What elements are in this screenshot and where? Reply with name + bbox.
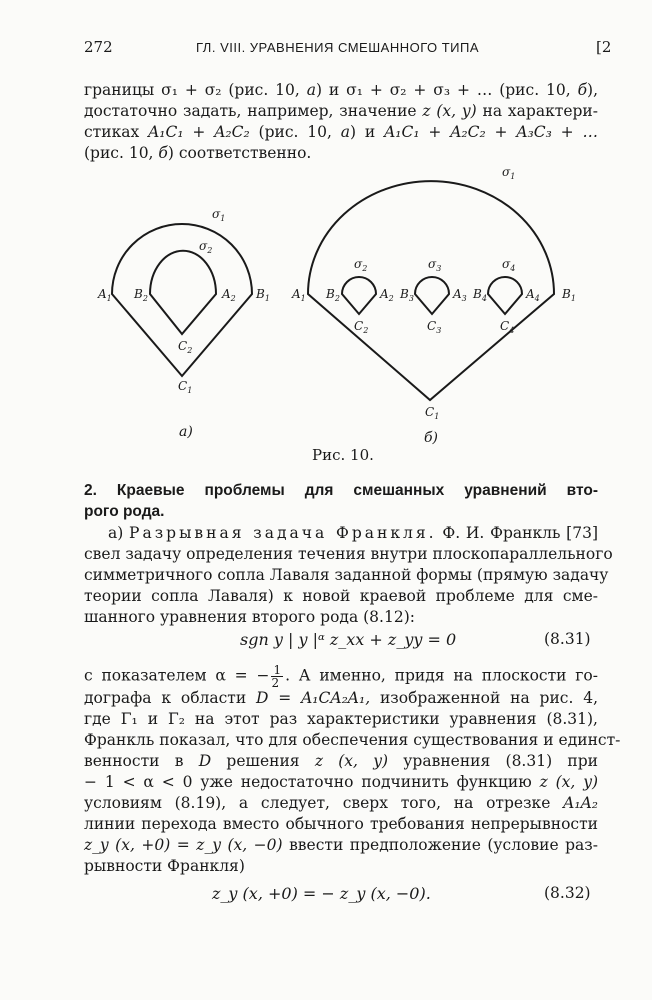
intro-line-4: (рис. 10, б) соответственно. bbox=[84, 144, 312, 162]
fig-b-label-A3: $A_3$ bbox=[453, 287, 467, 303]
fig-b-label-B2: $B_2$ bbox=[326, 287, 340, 303]
fig-a-label-C2: $C_2$ bbox=[178, 339, 193, 355]
section-mark: [2 bbox=[596, 38, 612, 56]
fig-b-label-B3: $B_3$ bbox=[400, 287, 414, 303]
fig-a-label-A1: $A_1$ bbox=[98, 287, 112, 303]
para2-line-7: условиям (8.19), а следует, сверх того, на отрезке A₁A₂ bbox=[84, 794, 598, 812]
fig-b-label-B1: $B_1$ bbox=[562, 287, 576, 303]
fig-a-label-sigma1: $\sigma_1$ bbox=[212, 207, 226, 223]
running-title: ГЛ. VIII. УРАВНЕНИЯ СМЕШАННОГО ТИПА bbox=[196, 40, 480, 55]
para1-line-5: шанного уравнения второго рода (8.12): bbox=[84, 608, 415, 626]
fig-a-label-B2: $B_2$ bbox=[134, 287, 148, 303]
para1-line-2: свел задачу определения течения внутри плоскопараллельного bbox=[84, 545, 613, 563]
para2-line-2: дографа к области D = A₁CA₂A₁, изображенной на рис. 4, bbox=[84, 689, 599, 707]
fig-b-small-region-2 bbox=[415, 277, 449, 314]
fig-b-label-sigma2: $\sigma_2$ bbox=[354, 257, 368, 273]
section-heading-line-1: 2. Краевые проблемы для смешанных уравнений вто- bbox=[84, 482, 598, 499]
fig-a-sublabel: а) bbox=[179, 424, 193, 440]
fig-a-label-sigma2: $\sigma_2$ bbox=[199, 239, 213, 255]
fig-a-inner-region bbox=[150, 251, 216, 334]
section-heading-line-2: рого рода. bbox=[84, 503, 165, 520]
fig-b-label-C1: $C_1$ bbox=[425, 405, 440, 421]
fig-b-label-C3: $C_3$ bbox=[427, 319, 442, 335]
fig-b-label-A1: $A_1$ bbox=[292, 287, 306, 303]
intro-line-2: достаточно задать, например, значение z (x, y) на характери- bbox=[84, 102, 598, 120]
fig-b-small-region-3 bbox=[488, 277, 522, 314]
para2-line-5: венности в D решения z (x, y) уравнения (8.31) при bbox=[84, 752, 598, 770]
para1-line-1: а) Разрывная задача Франкля. Ф. И. Франкль [73] bbox=[108, 524, 598, 542]
fig-b-label-A4: $A_4$ bbox=[526, 287, 540, 303]
equation-8-32-number: (8.32) bbox=[544, 884, 591, 902]
para2-line-6: − 1 < α < 0 уже недостаточно подчинить функцию z (x, y) bbox=[84, 773, 598, 791]
fig-b-label-C2: $C_2$ bbox=[354, 319, 369, 335]
fig-a-label-B1: $B_1$ bbox=[256, 287, 270, 303]
fig-b-sublabel: б) bbox=[424, 430, 439, 446]
para2-line-8: линии перехода вместо обычного требования непрерывности bbox=[84, 815, 598, 833]
intro-line-3: стиках A₁C₁ + A₂C₂ (рис. 10, а) и A₁C₁ + A₂C₂ + A₃C₃ + … bbox=[84, 123, 598, 141]
para2-line-9: z_y (x, +0) = z_y (x, −0) ввести предположение (условие раз- bbox=[84, 836, 598, 854]
fig-b-label-A2: $A_2$ bbox=[380, 287, 394, 303]
equation-8-32: z_y (x, +0) = − z_y (x, −0). bbox=[212, 884, 431, 903]
para2-line-4: Франкль показал, что для обеспечения существования и единст- bbox=[84, 731, 621, 749]
fig-a-label-A2: $A_2$ bbox=[222, 287, 236, 303]
fig-b-label-sigma4: $\sigma_4$ bbox=[502, 257, 516, 273]
intro-line-1: границы σ₁ + σ₂ (рис. 10, а) и σ₁ + σ₂ + σ₃ + … (рис. 10, б), bbox=[84, 81, 599, 99]
para2-line-1: с показателем α = − $\frac{1}{2}$ . А именно, придя на плоскости го- bbox=[84, 663, 598, 690]
fig-b-label-C4: $C_4$ bbox=[500, 319, 515, 335]
page-number: 272 bbox=[84, 38, 113, 56]
equation-8-31: sgn y | y |ᵅ z_xx + z_yy = 0 bbox=[240, 630, 457, 649]
fig-b-small-region-1 bbox=[342, 277, 376, 314]
para1-line-4: теории сопла Лаваля) к новой краевой проблеме для сме- bbox=[84, 587, 598, 605]
fig-a-label-C1: $C_1$ bbox=[178, 379, 193, 395]
figure-caption: Рис. 10. bbox=[312, 446, 374, 464]
para1-line-3: симметричного сопла Лаваля заданной формы (прямую задачу bbox=[84, 566, 609, 584]
fraction-one-half: $\frac{1}{2}$ bbox=[271, 663, 282, 690]
figure-10 bbox=[84, 164, 584, 464]
fig-b-label-B4: $B_4$ bbox=[473, 287, 487, 303]
para2-line-10: рывности Франкля) bbox=[84, 857, 245, 875]
fig-b-label-sigma3: $\sigma_3$ bbox=[428, 257, 442, 273]
fig-b-label-sigma1: $\sigma_1$ bbox=[502, 165, 516, 181]
equation-8-31-number: (8.31) bbox=[544, 630, 591, 648]
fig-b-outer-region bbox=[308, 181, 554, 400]
para2-line-3: где Γ₁ и Γ₂ на этот раз характеристики уравнения (8.31), bbox=[84, 710, 598, 728]
